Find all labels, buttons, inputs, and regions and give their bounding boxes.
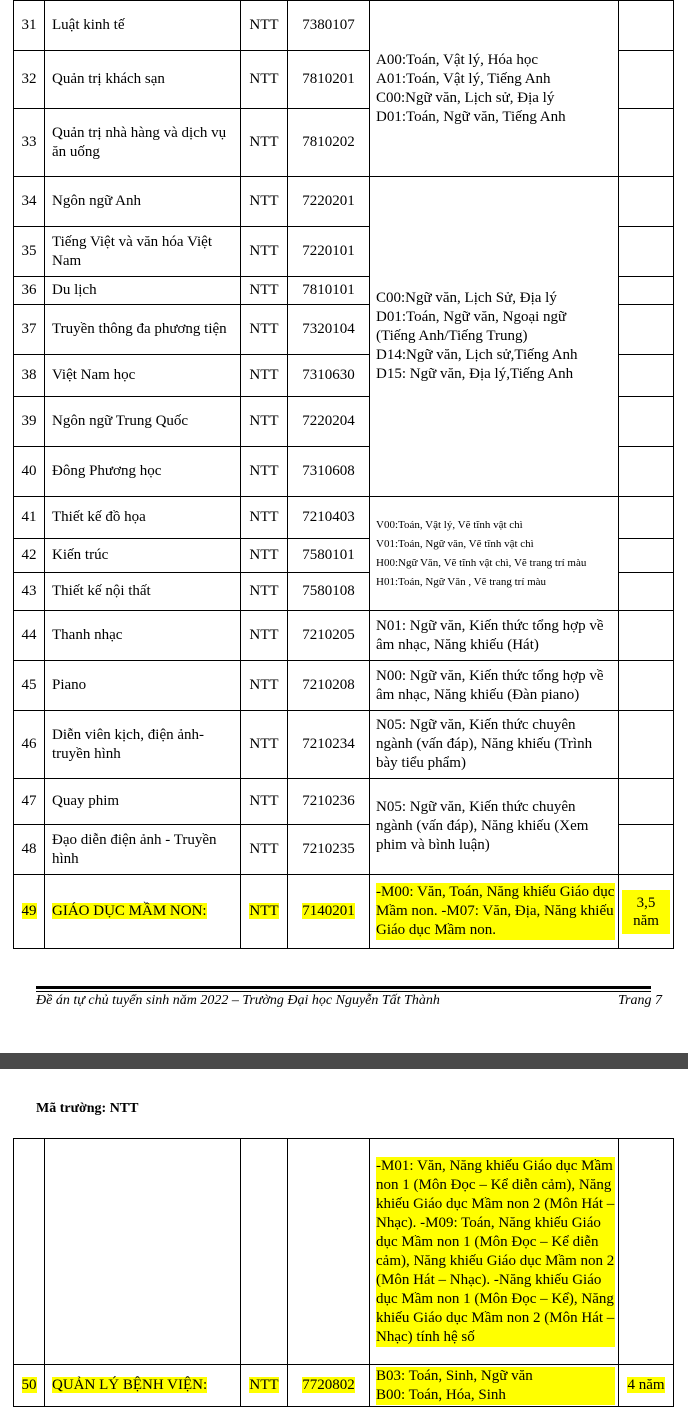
school-code bbox=[241, 1139, 288, 1365]
subject-group: D14:Ngữ văn, Lịch sử,Tiếng Anh bbox=[376, 347, 578, 363]
row-number: 37 bbox=[14, 305, 45, 355]
program-name: Luật kinh tế bbox=[45, 1, 241, 51]
subject-groups bbox=[370, 1, 619, 177]
program-name-highlight: QUẢN LÝ BỆNH VIỆN: bbox=[52, 1377, 208, 1393]
duration-cell bbox=[619, 305, 674, 355]
row-number: 42 bbox=[14, 539, 45, 573]
program-name: Truyền thông đa phương tiện bbox=[45, 305, 241, 355]
subject-group: H00:Ngữ Văn, Vẽ tĩnh vật chì, Vẽ trang trí màu bbox=[376, 556, 587, 569]
program-code: 7320104 bbox=[288, 305, 370, 355]
subject-group: V01:Toán, Ngữ văn, Vẽ tĩnh vật chì bbox=[376, 537, 534, 550]
school-code: NTT bbox=[241, 277, 288, 305]
school-code: NTT bbox=[241, 711, 288, 779]
subject-groups bbox=[370, 875, 619, 949]
table-row bbox=[14, 1365, 674, 1407]
row-number: 34 bbox=[14, 177, 45, 227]
row-number: 32 bbox=[14, 51, 45, 109]
subject-group: D01:Toán, Ngữ văn, Ngoại ngữ bbox=[376, 309, 567, 325]
row-number bbox=[14, 1139, 45, 1365]
row-number bbox=[14, 875, 45, 949]
duration-cell bbox=[619, 51, 674, 109]
duration-cell bbox=[619, 825, 674, 875]
subject-group: D15: Ngữ văn, Địa lý,Tiếng Anh bbox=[376, 366, 574, 382]
subject-group: A00:Toán, Vật lý, Hóa học bbox=[376, 51, 538, 68]
row-number: 41 bbox=[14, 497, 45, 539]
program-name: Đạo diễn điện ảnh - Truyền hình bbox=[45, 825, 241, 875]
program-name-highlight: GIÁO DỤC MẦM NON: bbox=[52, 903, 207, 919]
table-row bbox=[14, 875, 674, 949]
page-number: Trang 7 bbox=[618, 993, 662, 1008]
program-code: 7220101 bbox=[288, 227, 370, 277]
footer-title: Đề án tự chủ tuyển sinh năm 2022 – Trường Đại học Nguyễn Tất Thành bbox=[36, 993, 440, 1008]
table-row bbox=[14, 779, 674, 825]
program-name: Quản trị nhà hàng và dịch vụ ăn uống bbox=[45, 109, 241, 177]
program-code: 7210403 bbox=[288, 497, 370, 539]
duration-cell bbox=[619, 611, 674, 661]
duration-cell bbox=[619, 177, 674, 227]
table-row bbox=[14, 1, 674, 51]
table-row bbox=[14, 497, 674, 539]
school-code: NTT bbox=[241, 573, 288, 611]
document-page-8 bbox=[0, 1069, 688, 1410]
program-code: 7220204 bbox=[288, 397, 370, 447]
program-code bbox=[288, 875, 370, 949]
school-code: NTT bbox=[241, 779, 288, 825]
school-code: NTT bbox=[241, 825, 288, 875]
program-name: Kiến trúc bbox=[45, 539, 241, 573]
subject-group: D01:Toán, Ngữ văn, Tiếng Anh bbox=[376, 108, 566, 125]
subject-groups-highlight: -M01: Văn, Năng khiếu Giáo dục Mầm non 1 (Môn Đọc – Kể diễn cảm), Năng khiếu Giáo dục Mầm non 2 (Môn Hát – Nhạc). -M09: Toán, Năng khiếu Giáo dục Mầm non 1 (Môn Đọc – Kể diễn cảm), Năng khiếu Giáo dục Mầm non 2 (Môn Hát – Nhạc). -Năng khiếu Giáo dục Mầm non 1 (Môn Đọc – Kể), Năng khiếu Giáo dục Mầm non 2 (Môn Hát – Nhạc) tính hệ số bbox=[376, 1157, 615, 1345]
row-number: 39 bbox=[14, 397, 45, 447]
program-code: 7580108 bbox=[288, 573, 370, 611]
duration-cell bbox=[619, 573, 674, 611]
row-number: 46 bbox=[14, 711, 45, 779]
subject-groups bbox=[370, 1139, 619, 1365]
footer-rule bbox=[36, 986, 651, 989]
program-name: Việt Nam học bbox=[45, 355, 241, 397]
program-name: Piano bbox=[45, 661, 241, 711]
school-code: NTT bbox=[241, 661, 288, 711]
subject-groups bbox=[370, 1365, 619, 1407]
school-code bbox=[241, 1365, 288, 1407]
table-row bbox=[14, 611, 674, 661]
subject-groups: N01: Ngữ văn, Kiến thức tổng hợp về âm nhạc, Năng khiếu (Hát) bbox=[370, 611, 619, 661]
row-number: 36 bbox=[14, 277, 45, 305]
duration-cell bbox=[619, 227, 674, 277]
program-code: 7210205 bbox=[288, 611, 370, 661]
program-code: 7580101 bbox=[288, 539, 370, 573]
program-name bbox=[45, 875, 241, 949]
duration-highlight: 3,5 năm bbox=[622, 890, 670, 934]
duration-cell bbox=[619, 447, 674, 497]
row-number: 40 bbox=[14, 447, 45, 497]
duration-cell bbox=[619, 711, 674, 779]
page-separator bbox=[0, 1053, 688, 1069]
program-code-highlight: 7140201 bbox=[302, 903, 355, 919]
subject-group: A01:Toán, Vật lý, Tiếng Anh bbox=[376, 70, 551, 87]
row-number: 38 bbox=[14, 355, 45, 397]
duration-cell bbox=[619, 875, 674, 949]
school-code: NTT bbox=[241, 497, 288, 539]
program-code: 7380107 bbox=[288, 1, 370, 51]
row-number: 47 bbox=[14, 779, 45, 825]
subject-groups: N05: Ngữ văn, Kiến thức chuyên ngành (vấn đáp), Năng khiếu (Trình bày tiểu phẩm) bbox=[370, 711, 619, 779]
school-code: NTT bbox=[241, 397, 288, 447]
subject-groups bbox=[370, 497, 619, 611]
school-code: NTT bbox=[241, 539, 288, 573]
program-name: Ngôn ngữ Trung Quốc bbox=[45, 397, 241, 447]
duration-cell bbox=[619, 779, 674, 825]
program-name: Thanh nhạc bbox=[45, 611, 241, 661]
school-code: NTT bbox=[241, 177, 288, 227]
program-code: 7210235 bbox=[288, 825, 370, 875]
row-number bbox=[14, 1365, 45, 1407]
duration-cell bbox=[619, 397, 674, 447]
program-code: 7310608 bbox=[288, 447, 370, 497]
row-number: 48 bbox=[14, 825, 45, 875]
row-number: 44 bbox=[14, 611, 45, 661]
program-name: Diễn viên kịch, điện ảnh-truyền hình bbox=[45, 711, 241, 779]
duration-cell bbox=[619, 355, 674, 397]
subject-group: C00:Ngữ văn, Lịch Sử, Địa lý bbox=[376, 290, 557, 306]
school-code: NTT bbox=[241, 355, 288, 397]
duration-cell bbox=[619, 539, 674, 573]
duration-cell bbox=[619, 661, 674, 711]
program-name: Ngôn ngữ Anh bbox=[45, 177, 241, 227]
program-code: 7310630 bbox=[288, 355, 370, 397]
program-table bbox=[13, 0, 674, 949]
school-code: NTT bbox=[241, 611, 288, 661]
program-code: 7810201 bbox=[288, 51, 370, 109]
row-number: 33 bbox=[14, 109, 45, 177]
school-code: NTT bbox=[241, 1, 288, 51]
duration-cell bbox=[619, 277, 674, 305]
program-code: 7220201 bbox=[288, 177, 370, 227]
duration-cell bbox=[619, 109, 674, 177]
program-code: 7810202 bbox=[288, 109, 370, 177]
school-code: NTT bbox=[241, 109, 288, 177]
row-number-highlight: 49 bbox=[21, 903, 37, 919]
program-code bbox=[288, 1365, 370, 1407]
school-code bbox=[241, 875, 288, 949]
program-code-highlight: 7720802 bbox=[302, 1377, 355, 1393]
table-row bbox=[14, 1139, 674, 1365]
duration-cell bbox=[619, 1, 674, 51]
row-number: 35 bbox=[14, 227, 45, 277]
program-code bbox=[288, 1139, 370, 1365]
subject-group: B00: Toán, Hóa, Sinh bbox=[376, 1386, 615, 1405]
duration-cell bbox=[619, 497, 674, 539]
row-number: 43 bbox=[14, 573, 45, 611]
duration-cell bbox=[619, 1365, 674, 1407]
subject-groups: N00: Ngữ văn, Kiến thức tổng hợp về âm nhạc, Năng khiếu (Đàn piano) bbox=[370, 661, 619, 711]
subject-groups-highlight: -M00: Văn, Toán, Năng khiếu Giáo dục Mầm non. -M07: Văn, Địa, Năng khiếu Giáo dục Mầm non. bbox=[376, 884, 615, 938]
table-row bbox=[14, 177, 674, 227]
school-code: NTT bbox=[241, 305, 288, 355]
program-name bbox=[45, 1139, 241, 1365]
row-number: 45 bbox=[14, 661, 45, 711]
duration-cell bbox=[619, 1139, 674, 1365]
table-row bbox=[14, 661, 674, 711]
school-code-label: Mã trường: NTT bbox=[36, 1101, 139, 1116]
school-code: NTT bbox=[241, 51, 288, 109]
subject-group: B03: Toán, Sinh, Ngữ văn bbox=[376, 1367, 615, 1386]
program-table-continued bbox=[13, 1138, 674, 1407]
subject-groups: N05: Ngữ văn, Kiến thức chuyên ngành (vấn đáp), Năng khiếu (Xem phim và bình luận) bbox=[370, 779, 619, 875]
duration-highlight: 4 năm bbox=[627, 1377, 665, 1393]
subject-group: H01:Toán, Ngữ Văn , Vẽ trang trí màu bbox=[376, 575, 547, 588]
subject-groups bbox=[370, 177, 619, 497]
program-name: Quản trị khách sạn bbox=[45, 51, 241, 109]
program-name: Thiết kế nội thất bbox=[45, 573, 241, 611]
subject-group: (Tiếng Anh/Tiếng Trung) bbox=[376, 328, 528, 344]
subject-group: V00:Toán, Vật lý, Vẽ tĩnh vật chì bbox=[376, 518, 523, 531]
program-name bbox=[45, 1365, 241, 1407]
row-number: 31 bbox=[14, 1, 45, 51]
program-name: Quay phim bbox=[45, 779, 241, 825]
footer-rule-thin bbox=[36, 991, 651, 992]
table-row bbox=[14, 711, 674, 779]
program-name: Đông Phương học bbox=[45, 447, 241, 497]
program-name: Du lịch bbox=[45, 277, 241, 305]
program-code: 7210236 bbox=[288, 779, 370, 825]
row-number-highlight: 50 bbox=[21, 1377, 37, 1393]
subject-group: C00:Ngữ văn, Lịch sử, Địa lý bbox=[376, 89, 555, 106]
program-name: Tiếng Việt và văn hóa Việt Nam bbox=[45, 227, 241, 277]
school-code-highlight: NTT bbox=[249, 1377, 279, 1393]
program-code: 7810101 bbox=[288, 277, 370, 305]
program-code: 7210208 bbox=[288, 661, 370, 711]
program-name: Thiết kế đồ họa bbox=[45, 497, 241, 539]
school-code-highlight: NTT bbox=[249, 903, 279, 919]
program-code: 7210234 bbox=[288, 711, 370, 779]
school-code: NTT bbox=[241, 447, 288, 497]
school-code: NTT bbox=[241, 227, 288, 277]
